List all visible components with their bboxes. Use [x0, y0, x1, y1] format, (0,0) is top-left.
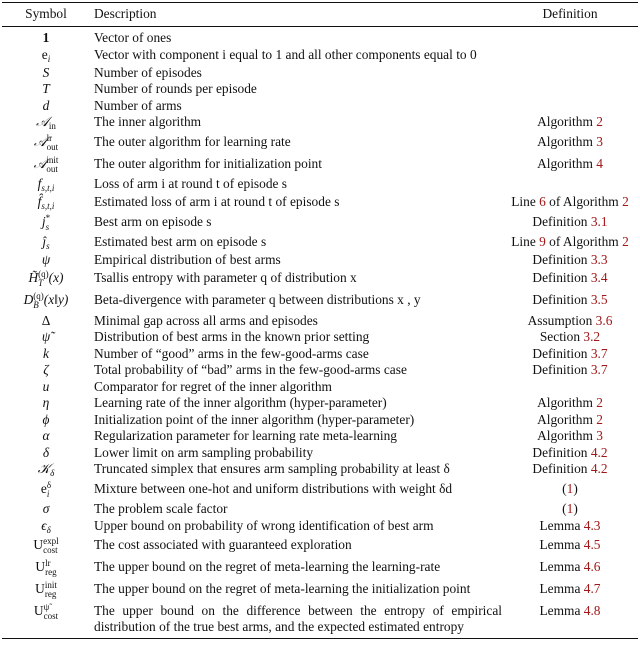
symbol-superscript: lr [45, 558, 51, 568]
description-cell: Distribution of best arms in the known prior setting [94, 329, 370, 344]
description-cell: Comparator for regret of the inner algorithm [94, 378, 332, 394]
symbol-cell [2, 557, 90, 579]
reference-link[interactable]: 2 [596, 395, 603, 410]
symbol-base: U [33, 603, 44, 619]
symbol-base: j [41, 213, 46, 229]
definition-cell [502, 428, 638, 445]
table-row [2, 176, 638, 194]
symbol-base: S [42, 64, 50, 80]
table-row [2, 64, 638, 81]
symbol-cell [2, 46, 90, 64]
table-row [2, 557, 638, 579]
reference-link[interactable]: 3 [596, 428, 603, 443]
symbol-base: T [42, 81, 50, 96]
symbol-base: Δ [41, 312, 51, 328]
definition-text: Algorithm [537, 428, 597, 443]
symbol-cell [2, 395, 90, 412]
header-description: Description [94, 6, 157, 21]
symbol-base: 𝒜 [36, 115, 49, 130]
reference-link[interactable]: 3.1 [590, 213, 608, 229]
definition-text: Lemma [539, 537, 584, 552]
symbol-cell [2, 444, 90, 461]
symbol-cell [2, 517, 90, 535]
reference-link[interactable]: 4.2 [590, 444, 608, 460]
symbol-subscript: s [46, 241, 50, 251]
definition-text: of Algorithm [545, 194, 623, 209]
table-row [2, 268, 638, 290]
description-cell: Number of arms [94, 97, 182, 113]
symbol-cell [2, 461, 90, 479]
description-cell: The outer algorithm for initialization point [94, 155, 322, 171]
description-cell: The upper bound on the regret of meta-learning the initialization point [94, 581, 471, 596]
description-cell: Truncated simplex that ensures arm sampling probability at least δ [94, 461, 450, 476]
description-cell: Initialization point of the inner algorithm (hyper-parameter) [94, 411, 415, 427]
table-row [2, 479, 638, 501]
definition-text: Line [511, 194, 540, 209]
description-cell: Minimal gap across all arms and episodes [94, 312, 318, 328]
description-cell: Beta-divergence with parameter q between distributions x , y [94, 292, 421, 307]
symbol-subscript: s [45, 221, 50, 232]
symbol-cell [2, 194, 90, 212]
table-row [2, 212, 638, 234]
reference-link[interactable]: 4.8 [583, 603, 601, 618]
definition-cell [502, 64, 638, 81]
symbol-cell [2, 30, 90, 47]
definition-text: Definition [532, 292, 591, 307]
definition-text: Algorithm [537, 155, 597, 171]
symbol-superscript: expl [43, 536, 59, 546]
description-cell: Number of episodes [94, 64, 202, 80]
reference-link[interactable]: 4.7 [583, 581, 601, 596]
table-row [2, 345, 638, 362]
symbol-cell [2, 132, 90, 154]
definition-text: Definition [532, 345, 591, 361]
definition-cell [502, 345, 638, 362]
table-row [2, 428, 638, 445]
definition-cell [502, 444, 638, 461]
definition-text: Line [511, 234, 540, 249]
table-row [2, 461, 638, 479]
symbol-subscript: out [46, 163, 58, 174]
reference-link[interactable]: 1 [566, 480, 574, 496]
reference-link[interactable]: 3.6 [595, 312, 613, 328]
description-cell: Mixture between one-hot and uniform distributions with weight δd [94, 480, 453, 496]
description-cell: Estimated best arm on episode s [94, 234, 267, 249]
symbol-base: U [33, 537, 44, 553]
table-row [2, 411, 638, 428]
symbol-subscript: i [47, 53, 51, 64]
definition-cell [502, 46, 638, 64]
definition-cell [502, 176, 638, 194]
symbol-cell [2, 268, 90, 290]
description-cell: The upper bound on the difference between the entropy of empirical distribution of the true best arms, and the expected estimated entropy [94, 603, 502, 634]
symbol-cell [2, 176, 90, 194]
definition-text: Algorithm [537, 114, 597, 129]
description-cell: Total probability of “bad” arms in the few-good-arms case [94, 362, 407, 377]
definition-cell [502, 252, 638, 269]
reference-link[interactable]: 2 [622, 234, 629, 249]
symbol-subscript: B [33, 300, 39, 310]
symbol-subscript: in [48, 121, 56, 131]
definition-cell [502, 212, 638, 234]
table-row [2, 579, 638, 601]
definition-cell [502, 30, 638, 47]
symbol-subscript: reg [44, 589, 57, 599]
description-cell: Lower limit on arm sampling probability [94, 444, 314, 460]
symbol-cell [2, 329, 90, 346]
definition-cell [502, 378, 638, 395]
symbol-base: e [40, 480, 47, 496]
symbol-cell [2, 601, 90, 636]
symbol-cell [2, 154, 90, 176]
definition-text: Definition [532, 444, 591, 460]
symbol-subscript: reg [45, 567, 57, 577]
description-cell: Tsallis entropy with parameter q of distribution x [94, 270, 357, 285]
header-symbol: Symbol [25, 6, 67, 21]
definition-text: Section [539, 329, 584, 344]
reference-link[interactable]: 6 [539, 194, 546, 209]
table-row [2, 312, 638, 329]
symbol-base: e [41, 46, 48, 62]
symbol-cell [2, 290, 90, 312]
description-cell: Best arm on episode s [94, 213, 212, 229]
symbol-cell [2, 411, 90, 428]
description-cell: Vector of ones [94, 30, 172, 45]
definition-text: Lemma [539, 517, 584, 533]
header-row [2, 3, 638, 26]
definition-cell [502, 411, 638, 428]
definition-cell [502, 234, 638, 252]
table-row [2, 395, 638, 412]
definition-text: ) [573, 501, 578, 516]
definition-text: Definition [532, 252, 591, 267]
description-cell: Number of “good” arms in the few-good-arms case [94, 345, 369, 361]
table-row [2, 154, 638, 176]
reference-link[interactable]: 4.5 [583, 537, 601, 552]
symbol-base: 𝒦 [37, 462, 51, 477]
reference-link[interactable]: 3.3 [590, 252, 608, 267]
definition-text: Lemma [539, 581, 584, 596]
definition-cell [502, 312, 638, 329]
definition-cell [502, 517, 638, 535]
description-cell: The inner algorithm [94, 114, 202, 129]
symbol-base: 𝒜 [33, 134, 47, 150]
description-cell: Loss of arm i at round t of episode s [94, 176, 288, 191]
table-row [2, 290, 638, 312]
table-row [2, 30, 638, 47]
definition-cell [502, 194, 638, 212]
symbol-cell [2, 362, 90, 379]
symbol-cell [2, 312, 90, 329]
bottom-rule [2, 638, 638, 639]
symbol-base: f [37, 176, 42, 191]
symbol-cell [2, 378, 90, 395]
definition-cell [502, 461, 638, 479]
reference-link[interactable]: 3.7 [590, 362, 608, 377]
symbol-argument: (x) [48, 270, 64, 286]
reference-link[interactable]: 3 [596, 133, 603, 149]
table-row [2, 329, 638, 346]
symbol-superscript: (q) [33, 291, 44, 301]
definition-text: ( [562, 480, 567, 496]
symbol-subscript: i [46, 488, 50, 499]
table-row [2, 114, 638, 132]
definition-cell [502, 557, 638, 579]
symbol-subscript: out [46, 141, 59, 152]
table-row [2, 535, 638, 557]
definition-text: Algorithm [537, 133, 597, 149]
header-definition: Definition [542, 6, 598, 21]
definition-text: of Algorithm [545, 234, 623, 249]
table-row [2, 501, 638, 518]
symbol-superscript: δ [46, 479, 52, 490]
reference-link[interactable]: 2 [596, 411, 603, 427]
symbol-subscript: cost [43, 545, 58, 555]
description-cell: Number of rounds per episode [94, 81, 257, 96]
symbol-base: δ [42, 444, 50, 460]
table-row [2, 194, 638, 212]
symbol-superscript: init [46, 154, 59, 165]
definition-cell [502, 479, 638, 501]
symbol-cell [2, 114, 90, 132]
definition-text: Algorithm [537, 395, 597, 410]
definition-cell [502, 362, 638, 379]
table-row [2, 601, 638, 636]
symbol-base: ĵ [42, 234, 47, 249]
symbol-cell [2, 81, 90, 98]
description-cell: Regularization parameter for learning rate meta-learning [94, 428, 397, 443]
reference-link[interactable]: 3.7 [590, 345, 608, 361]
symbol-base: H̃ [28, 270, 39, 286]
table-row [2, 132, 638, 154]
definition-cell [502, 329, 638, 346]
table-row [2, 81, 638, 98]
description-cell: The upper bound on the regret of meta-learning the learning-rate [94, 559, 441, 574]
symbol-base: 𝒜 [33, 156, 47, 172]
definition-text: Lemma [539, 603, 584, 618]
symbol-subscript: cost [43, 611, 59, 621]
symbol-cell [2, 64, 90, 81]
table-body [2, 26, 638, 637]
reference-link[interactable]: 3.4 [590, 270, 608, 285]
header-rule [2, 26, 638, 27]
definition-cell [502, 268, 638, 290]
definition-cell [502, 97, 638, 114]
description-cell: Upper bound on probability of wrong identification of best arm [94, 517, 434, 533]
symbol-base: D [23, 292, 34, 308]
definition-cell [502, 154, 638, 176]
symbol-base: ϕ [42, 411, 50, 427]
symbol-base: d [42, 97, 50, 113]
symbol-cell [2, 212, 90, 234]
description-cell: Learning rate of the inner algorithm (hyper-parameter) [94, 395, 387, 410]
definition-cell [502, 395, 638, 412]
reference-link[interactable]: 4.3 [583, 517, 601, 533]
symbol-base: ϵ [41, 517, 47, 533]
symbol-cell [2, 579, 90, 601]
symbol-superscript: init [44, 580, 57, 590]
definition-cell [502, 132, 638, 154]
description-cell: The problem scale factor [94, 501, 228, 516]
symbol-subscript: s,t,i [41, 183, 55, 193]
reference-link[interactable]: 4.2 [590, 461, 608, 476]
definition-cell [502, 81, 638, 98]
table-row [2, 234, 638, 252]
table-row [2, 378, 638, 395]
symbol-subscript: δ [50, 468, 55, 478]
symbol-base: η [42, 395, 50, 410]
reference-link[interactable]: 3.2 [583, 329, 601, 344]
symbol-base: f̂ [37, 194, 42, 209]
reference-link[interactable]: 2 [596, 114, 603, 129]
reference-link[interactable]: 9 [539, 234, 546, 249]
symbol-superscript: lr [46, 132, 53, 143]
definition-text: Definition [532, 461, 591, 476]
definition-text: Lemma [539, 559, 584, 574]
symbol-cell [2, 345, 90, 362]
notation-table-container [2, 2, 638, 639]
symbol-base: U [35, 581, 45, 597]
table-row [2, 362, 638, 379]
symbol-base: ψ [41, 252, 51, 267]
reference-link[interactable]: 4.6 [583, 559, 601, 574]
symbol-subscript: δ [46, 524, 51, 535]
symbol-base: u [42, 378, 50, 394]
definition-text: ) [573, 480, 578, 496]
description-cell: The cost associated with guaranteed exploration [94, 537, 352, 552]
definition-text: Assumption [527, 312, 596, 328]
reference-link[interactable]: 3.5 [590, 292, 608, 307]
symbol-cell [2, 252, 90, 269]
description-cell: Vector with component i equal to 1 and all other components equal to 0 [94, 46, 477, 62]
definition-cell [502, 579, 638, 601]
description-cell: Estimated loss of arm i at round t of episode s [94, 194, 340, 209]
symbol-cell [2, 479, 90, 501]
reference-link[interactable]: 4 [596, 155, 603, 171]
definition-text: Definition [532, 362, 591, 377]
table-row [2, 97, 638, 114]
symbol-base: ψ̃ [41, 329, 51, 344]
definition-cell [502, 535, 638, 557]
symbol-base: α [42, 428, 50, 443]
symbol-base: ζ [43, 362, 49, 377]
definition-text: Definition [532, 270, 591, 285]
definition-text: Definition [532, 213, 591, 229]
symbol-superscript: * [45, 212, 51, 223]
definition-cell [502, 501, 638, 518]
definition-cell [502, 601, 638, 636]
symbol-argument: (x‖y) [43, 292, 69, 308]
table-row [2, 252, 638, 269]
symbol-base: k [43, 345, 49, 361]
symbol-subscript: s,t,i [41, 201, 55, 211]
definition-cell [502, 290, 638, 312]
symbol-superscript: (q) [38, 269, 49, 279]
symbol-base: 1 [42, 30, 50, 45]
symbol-base: σ [42, 501, 50, 516]
symbol-subscript: T [38, 278, 44, 288]
definition-cell [502, 114, 638, 132]
symbol-cell [2, 97, 90, 114]
symbol-base: U [35, 559, 46, 575]
reference-link[interactable]: 2 [622, 194, 629, 209]
symbol-cell [2, 535, 90, 557]
table-row [2, 517, 638, 535]
description-cell: Empirical distribution of best arms [94, 252, 281, 267]
table-row [2, 46, 638, 64]
symbol-cell [2, 501, 90, 518]
definition-text: ( [562, 501, 567, 516]
description-cell: The outer algorithm for learning rate [94, 133, 291, 149]
symbol-superscript: ψ̃ [43, 602, 50, 612]
reference-link[interactable]: 1 [566, 501, 574, 516]
definition-text: Algorithm [537, 411, 597, 427]
symbol-cell [2, 234, 90, 252]
symbol-cell [2, 428, 90, 445]
notation-table [2, 3, 638, 636]
table-row [2, 444, 638, 461]
